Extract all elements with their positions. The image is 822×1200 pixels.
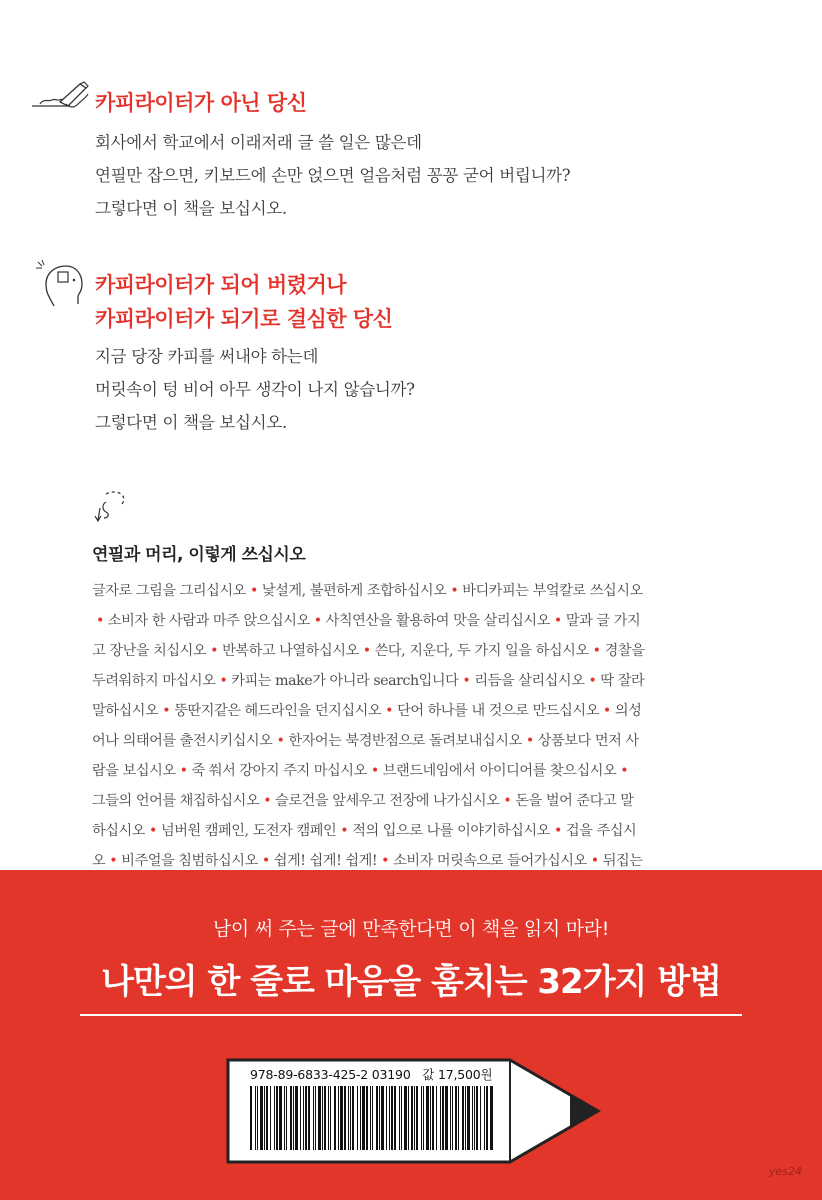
paragraph-line: 그렇다면 이 책을 보십시오. [95,199,287,218]
barcode-bar [426,1086,429,1150]
barcode-bar [404,1086,407,1150]
barcode-bar [250,1086,252,1150]
bullet-icon: • [149,823,157,839]
barcode-bar [455,1086,457,1150]
tagline: 남이 써 주는 글에 만족한다면 이 책을 읽지 마라! [212,918,610,940]
barcode-bar [274,1086,275,1150]
tip-text: 단어 하나를 내 것으로 만드십시오 [397,703,599,719]
bullet-icon: • [340,823,349,839]
tip-text: 말과 글 가지 [565,613,641,629]
bullet-icon: • [109,853,118,869]
barcode-bar [255,1086,256,1150]
tip-text: 뚱딴지같은 헤드라인을 던지십시오 [174,703,382,719]
barcode-bar [350,1086,351,1150]
paragraph-line: 회사에서 학교에서 이래저래 글 쓸 일은 많은데 [95,133,422,152]
barcode-bar [370,1086,371,1150]
barcode-bar [334,1086,336,1150]
barcode-bar [458,1086,459,1150]
barcode-bar [408,1086,409,1150]
barcode-bar [290,1086,292,1150]
barcode-bar [445,1086,448,1150]
tip-text: 낯설게, 불편하게 조합하십시오 [261,583,447,599]
barcode-bar [295,1086,298,1150]
barcode-bar [421,1086,422,1150]
barcode-bar [414,1086,415,1150]
barcode-bar [430,1086,431,1150]
watermark-text: yes24 [768,1165,802,1178]
barcode-bar [279,1086,282,1150]
tips-heading: 연필과 머리, 이렇게 쓰십시오 [92,545,306,565]
tips-line [92,816,732,846]
paragraph-line: 그렇다면 이 책을 보십시오. [95,413,287,432]
tip-text: 상품보다 먼저 사 [537,733,639,749]
barcode-bar [379,1086,380,1150]
tips-line [92,696,732,726]
tip-text: 죽 쒀서 강아지 주지 마십시오 [191,763,367,779]
bullet-icon: • [590,853,599,869]
barcode-bar [322,1086,323,1150]
section2-paragraph [95,340,415,439]
barcode-bar [366,1086,368,1150]
bullet-icon: • [462,673,471,689]
barcode-bar [315,1086,316,1150]
paragraph-line: 지금 당장 카피를 써내야 하는데 [95,347,319,366]
tip-text: 두려워하지 마십시오 [92,673,216,689]
tip-text: 경찰을 [604,643,645,659]
barcode-bar [476,1086,478,1150]
promo-banner [0,870,822,1200]
bullet-icon: • [162,703,171,719]
bullet-icon: • [370,763,379,779]
bullet-icon: • [263,793,272,809]
bullet-icon: • [96,613,104,629]
bullet-icon: • [450,583,459,599]
barcode-bar [340,1086,343,1150]
barcode-bar [465,1086,466,1150]
bullet-icon: • [503,793,512,809]
barcode-bar [264,1086,265,1150]
isbn-number: 978-89-6833-425-2 03190 [250,1067,411,1082]
divider [80,1014,742,1016]
barcode-bar [436,1086,437,1150]
tip-text: 슬로건을 앞세우고 전장에 나가십시오 [275,793,500,809]
paragraph-line: 머릿속이 텅 비어 아무 생각이 나지 않습니까? [95,380,415,399]
section2-heading: 카피라이터가 되어 버렸거나 카피라이터가 되기로 결심한 당신 [95,273,393,331]
tip-text: 반복하고 나열하십시오 [222,643,359,659]
barcode-bar [328,1086,329,1150]
barcode-bar [372,1086,373,1150]
tip-text: 소비자 한 사람과 마주 앉으십시오 [107,613,310,629]
isbn-line [250,1065,516,1083]
tip-text: 소비자 머릿속으로 들어가십시오 [393,853,587,869]
barcode-bar [266,1086,268,1150]
hand-writing-icon [30,80,92,112]
tips-list [92,576,732,876]
barcode-bar [257,1086,258,1150]
barcode-bar [389,1086,390,1150]
barcode-bar [401,1086,402,1150]
bullet-icon: • [381,853,390,869]
barcode-bar [338,1086,339,1150]
tip-text: 의성 [614,703,642,719]
tip-text: 적의 입으로 나를 이야기하십시오 [352,823,550,839]
barcode-bar [324,1086,326,1150]
barcode-bar [352,1086,354,1150]
paragraph-line: 연필만 잡으면, 키보드에 손만 얹으면 얼음처럼 꽁꽁 굳어 버립니까? [95,166,571,185]
tips-line [92,636,732,666]
tips-line [92,756,732,786]
tip-text: 하십시오 [92,823,146,839]
book-subtitle: 나만의 한 줄로 마음을 훔치는 32가지 방법 [101,962,721,1002]
tip-text: 말하십시오 [92,703,159,719]
barcode-bar [467,1086,470,1150]
tip-text: 어나 의태어를 출전시키십시오 [92,733,273,749]
barcode-bar [330,1086,331,1150]
bullet-icon: • [588,673,597,689]
barcode-bar [376,1086,378,1150]
tip-text: 리듬을 살리십시오 [474,673,585,689]
barcode-bar [386,1086,387,1150]
barcode-bar [442,1086,444,1150]
bullet-icon: • [525,733,534,749]
bullet-icon: • [385,703,394,719]
barcode-bar [276,1086,278,1150]
bullet-icon: • [620,763,629,779]
tip-text: 고 장난을 치십시오 [92,643,207,659]
tip-text: 겁을 주십시 [565,823,637,839]
barcode-bar [490,1086,493,1150]
tip-text: 돈을 벌어 준다고 말 [515,793,634,809]
barcode-bar [440,1086,441,1150]
barcode-bar [381,1086,384,1150]
barcode-bar [305,1086,307,1150]
barcode-bar [293,1086,294,1150]
barcode-bar [450,1086,451,1150]
bullet-icon: • [553,823,562,839]
barcode-bar [480,1086,481,1150]
barcode-bar [486,1086,488,1150]
tip-text: 쓴다, 지운다, 두 가지 일을 하십시오 [374,643,589,659]
barcode-bar [344,1086,346,1150]
bullet-icon: • [602,703,611,719]
barcode-bar [260,1086,263,1150]
barcode-bar [423,1086,424,1150]
tips-line [92,576,732,606]
barcode-bar [462,1086,464,1150]
tip-text: 바디카피는 부엌칼로 쓰십시오 [462,583,643,599]
barcode-bar [348,1086,349,1150]
section1-heading: 카피라이터가 아닌 당신 [95,91,307,115]
barcode-bar [270,1086,271,1150]
tip-text: 람을 보십시오 [92,763,176,779]
tip-text: 글자로 그림을 그리십시오 [92,583,246,599]
barcode-bar [303,1086,304,1150]
barcode-bar [472,1086,473,1150]
tip-text: 딱 잘라 [600,673,645,689]
barcode-bar [452,1086,453,1150]
barcode-bar [394,1086,396,1150]
tips-line [92,726,732,756]
tips-line [92,666,732,696]
tip-text: 뒤집는 [602,853,643,869]
barcode-bar [300,1086,301,1150]
barcode-bar [313,1086,314,1150]
price: 값 17,500원 [422,1067,493,1082]
bullet-icon: • [210,643,219,659]
barcode-bar [318,1086,321,1150]
bullet-icon: • [179,763,188,779]
tips-line [92,606,732,636]
barcode-bar [416,1086,418,1150]
barcode-bar [474,1086,475,1150]
thinking-head-icon [36,258,88,308]
tip-text: 한자어는 북경반점으로 돌려보내십시오 [288,733,522,749]
bullet-icon: • [249,583,258,599]
bullet-icon: • [313,613,322,629]
bullet-icon: • [592,643,601,659]
barcode-bar [484,1086,485,1150]
tip-text: 오 [92,853,106,869]
barcode-bar [286,1086,287,1150]
tip-text: 카피는 make가 아니라 search입니다 [231,673,459,689]
tip-text: 그들의 언어를 채집하십시오 [92,793,260,809]
barcode-bar [432,1086,434,1150]
tip-text: 넘버원 캠페인, 도전자 캠페인 [160,823,337,839]
barcode-bar [362,1086,365,1150]
bullet-icon: • [553,613,562,629]
section1-paragraph [95,126,570,225]
tip-text: 사칙연산을 활용하여 맛을 살리십시오 [325,613,550,629]
barcode-bar [411,1086,413,1150]
bullet-icon: • [362,643,371,659]
barcode-bar [284,1086,285,1150]
bullet-icon: • [276,733,285,749]
barcode-bar [357,1086,358,1150]
barcode-bar [391,1086,393,1150]
tips-line [92,786,732,816]
tip-text: 쉽게! 쉽게! 쉽게! [273,853,378,869]
barcode-bar [399,1086,400,1150]
tip-text: 비주얼을 침범하십시오 [121,853,258,869]
bullet-icon: • [219,673,228,689]
bullet-icon: • [261,853,270,869]
barcode-bar [360,1086,361,1150]
barcode-bar [308,1086,310,1150]
curved-arrow-icon [88,488,132,528]
tip-text: 브랜드네임에서 아이디어를 찾으십시오 [382,763,617,779]
